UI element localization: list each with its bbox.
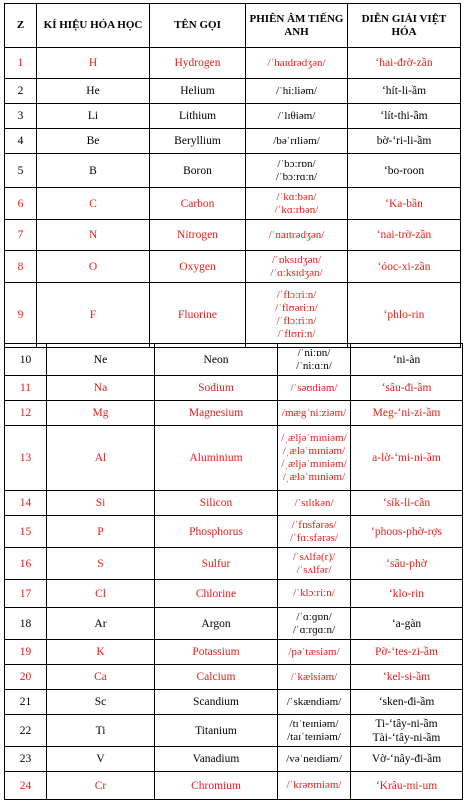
table-row	[5, 154, 461, 188]
phonetic-line: /ˈskændiəm/	[286, 695, 342, 708]
vietnamese-cell	[351, 665, 463, 690]
vietnamese-line: a-lờ-‘mi-ni-ầm	[372, 452, 441, 464]
phonetic-line: /ˌæljəˈmɪniəm/	[281, 458, 347, 470]
phonetic-cell	[278, 516, 351, 548]
element-name: Beryllium	[150, 129, 246, 154]
phonetic-line: /pəˈtæsiəm/	[288, 645, 340, 658]
element-name: Calcium	[155, 665, 278, 690]
header-vietnamese: DIỄN GIẢI VIỆT HÓA	[348, 4, 461, 48]
vietnamese-cell	[348, 154, 461, 188]
element-table-bottom	[4, 343, 463, 800]
vietnamese-line: ‘ni-àn	[392, 353, 421, 366]
atomic-number: 2	[5, 79, 37, 104]
vietnamese-cell	[348, 220, 461, 251]
vietnamese-cell	[348, 129, 461, 154]
vietnamese-cell	[351, 401, 463, 426]
atomic-number: 10	[5, 344, 47, 376]
phonetic-line: /mægˈniːziəm/	[281, 406, 347, 419]
vietnamese-cell	[348, 79, 461, 104]
atomic-number: 21	[5, 690, 47, 715]
table-row	[5, 491, 463, 516]
atomic-number: 8	[5, 251, 37, 283]
atomic-number: 9	[5, 283, 37, 348]
element-name: Chromium	[155, 772, 278, 800]
vietnamese-line: ‘hai-đrờ-zần	[375, 57, 433, 69]
phonetic-cell	[278, 491, 351, 516]
table-row	[5, 48, 461, 79]
element-symbol: Cl	[47, 580, 155, 608]
phonetic-line: /ˈhiːliəm/	[276, 84, 317, 97]
atomic-number: 15	[5, 516, 47, 548]
atomic-number: 18	[5, 608, 47, 640]
phonetic-line: /ˈfɑːsfərəs/	[290, 531, 338, 544]
phonetic-line: /ˈɑːksɪdʒən/	[270, 266, 323, 279]
atomic-number: 12	[5, 401, 47, 426]
element-symbol: Al	[47, 426, 155, 491]
atomic-number: 7	[5, 220, 37, 251]
phonetic-line: /ˈnaɪtrədʒən/	[268, 228, 325, 241]
phonetic-line: /ˈflʊriːn/	[277, 328, 316, 340]
phonetic-cell	[278, 747, 351, 772]
vietnamese-line: ‘sâu-đi-ầm	[381, 382, 432, 394]
vietnamese-cell	[348, 188, 461, 220]
element-symbol: Si	[47, 491, 155, 516]
phonetic-line: /ˈhaɪdrədʒən/	[267, 56, 326, 69]
phonetic-cell	[246, 188, 348, 220]
table-header-row	[5, 4, 461, 48]
phonetic-line: /ˈkɑːrbən/	[274, 203, 319, 216]
phonetic-line: /ˈɒksɪdʒən/	[271, 253, 322, 266]
vietnamese-cell	[348, 104, 461, 129]
vietnamese-line: ‘lít-thi-ầm	[380, 110, 428, 122]
vietnamese-line: ‘sâu-phờ	[386, 557, 427, 570]
phonetic-line: /ˈbɔːrɑːn/	[275, 170, 318, 183]
table-row	[5, 516, 463, 548]
element-name: Scandium	[155, 690, 278, 715]
table-row	[5, 104, 461, 129]
table-row	[5, 747, 463, 772]
phonetic-line: /bəˈrɪliəm/	[273, 134, 320, 147]
vietnamese-line: bờ-‘ri-li-ầm	[376, 135, 432, 147]
table-row	[5, 580, 463, 608]
phonetic-cell	[246, 129, 348, 154]
table-row	[5, 79, 461, 104]
vietnamese-cell	[351, 516, 463, 548]
vietnamese-line: Pờ-‘tes-zi-ầm	[375, 646, 438, 658]
phonetic-cell	[246, 220, 348, 251]
phonetic-line: /ˈklɔːriːn/	[293, 587, 335, 599]
element-name: Carbon	[150, 188, 246, 220]
element-name: Silicon	[155, 491, 278, 516]
vietnamese-line: ‘phlo-rin	[383, 309, 425, 321]
atomic-number: 22	[5, 715, 47, 747]
element-name: Hydrogen	[150, 48, 246, 79]
phonetic-cell	[278, 665, 351, 690]
vietnamese-line: ‘klo-rin	[388, 587, 425, 600]
vietnamese-line: ‘a-gàn	[391, 617, 422, 630]
phonetic-cell	[278, 344, 351, 376]
element-name: Vanadium	[155, 747, 278, 772]
element-symbol: C	[37, 188, 150, 220]
element-name: Argon	[155, 608, 278, 640]
element-symbol: P	[47, 516, 155, 548]
table-row	[5, 772, 463, 800]
vietnamese-cell	[351, 426, 463, 491]
phonetic-cell	[278, 580, 351, 608]
vietnamese-line: ‘kel-si-ầm	[382, 671, 431, 683]
vietnamese-line: ‘phoos-phờ-rợs	[371, 525, 442, 538]
vietnamese-line: ‘Krâu-mi-um	[375, 779, 438, 792]
table-row	[5, 608, 463, 640]
element-name: Oxygen	[150, 251, 246, 283]
phonetic-line: /ˌæljəˈmɪniəm/	[281, 432, 347, 444]
table-row	[5, 665, 463, 690]
vietnamese-line: ‘Ka-bần	[385, 197, 423, 210]
phonetic-line: /ˈflʊəriːn/	[275, 302, 318, 314]
vietnamese-cell	[351, 548, 463, 580]
vietnamese-line: Tài-‘tây-ni-ầm	[372, 731, 441, 744]
phonetic-cell	[278, 376, 351, 401]
element-symbol: O	[37, 251, 150, 283]
vietnamese-line: ‘bo-roon	[383, 164, 425, 177]
table-row	[5, 188, 461, 220]
element-name: Fluorine	[150, 283, 246, 348]
phonetic-cell	[246, 283, 348, 348]
element-name: Helium	[150, 79, 246, 104]
phonetic-cell	[278, 772, 351, 800]
table-row	[5, 401, 463, 426]
phonetic-cell	[246, 48, 348, 79]
element-symbol: Mg	[47, 401, 155, 426]
phonetic-line: /ˈkrəʊmiəm/	[286, 779, 342, 791]
atomic-number: 13	[5, 426, 47, 491]
phonetic-line: /ˌæləˈmɪniəm/	[282, 445, 346, 457]
phonetic-line: /ˈkɑːbən/	[276, 190, 317, 203]
element-symbol: He	[37, 79, 150, 104]
phonetic-cell	[278, 548, 351, 580]
phonetic-cell	[278, 401, 351, 426]
element-name: Neon	[155, 344, 278, 376]
phonetic-line: /vəˈneɪdiəm/	[286, 752, 342, 765]
phonetic-cell	[246, 79, 348, 104]
table-row	[5, 548, 463, 580]
vietnamese-cell	[348, 251, 461, 283]
phonetic-cell	[246, 154, 348, 188]
atomic-number: 11	[5, 376, 47, 401]
vietnamese-cell	[348, 48, 461, 79]
element-name: Magnesium	[155, 401, 278, 426]
vietnamese-line: Meg-‘ni-zi-ầm	[372, 407, 441, 419]
phonetic-line: /ˈsɪlɪkən/	[294, 496, 334, 509]
phonetic-line: /ˈfɒsfərəs/	[291, 518, 337, 531]
table-row	[5, 344, 463, 376]
vietnamese-cell	[351, 640, 463, 665]
phonetic-cell	[246, 104, 348, 129]
vietnamese-cell	[351, 580, 463, 608]
element-symbol: Be	[37, 129, 150, 154]
phonetic-cell	[278, 640, 351, 665]
element-symbol: Ar	[47, 608, 155, 640]
phonetic-line: /ˈɑːrɡɑːn/	[292, 623, 336, 636]
phonetic-line: /ˈsəʊdiəm/	[290, 381, 338, 394]
vietnamese-line: ‘sken-đi-ầm	[378, 696, 435, 708]
table-row	[5, 129, 461, 154]
vietnamese-line: ‘nai-trờ-zần	[376, 229, 432, 241]
vietnamese-cell	[351, 747, 463, 772]
element-symbol: Na	[47, 376, 155, 401]
table-row	[5, 251, 461, 283]
phonetic-cell	[246, 251, 348, 283]
atomic-number: 16	[5, 548, 47, 580]
phonetic-line: /ˈflɔːriːn/	[276, 289, 317, 301]
phonetic-cell	[278, 715, 351, 747]
table-row	[5, 640, 463, 665]
atomic-number: 23	[5, 747, 47, 772]
header-name: TÊN GỌI	[150, 4, 246, 48]
header-phonetic: PHIÊN ÂM TIẾNG ANH	[246, 4, 348, 48]
phonetic-line: /ˈflɔːriːn/	[276, 315, 317, 327]
atomic-number: 1	[5, 48, 37, 79]
element-name: Titanium	[155, 715, 278, 747]
atomic-number: 4	[5, 129, 37, 154]
atomic-number: 3	[5, 104, 37, 129]
element-name: Chlorine	[155, 580, 278, 608]
table-row	[5, 220, 461, 251]
vietnamese-cell	[351, 772, 463, 800]
element-name: Boron	[150, 154, 246, 188]
vietnamese-cell	[351, 344, 463, 376]
element-symbol: K	[47, 640, 155, 665]
vietnamese-line: Ti-‘tây-ni-ầm	[375, 717, 438, 730]
element-symbol: B	[37, 154, 150, 188]
atomic-number: 20	[5, 665, 47, 690]
vietnamese-cell	[351, 376, 463, 401]
element-symbol: Li	[37, 104, 150, 129]
table-row	[5, 283, 461, 348]
element-symbol: Ca	[47, 665, 155, 690]
table-row	[5, 426, 463, 491]
element-symbol: Ti	[47, 715, 155, 747]
vietnamese-line: ‘óoc-xi-zần	[377, 260, 431, 273]
phonetic-line: /tɪˈteɪniəm/	[289, 717, 339, 730]
element-symbol: Sc	[47, 690, 155, 715]
phonetic-cell	[278, 608, 351, 640]
phonetic-line: /ˌæləˈmɪniəm/	[282, 471, 346, 483]
element-name: Phosphorus	[155, 516, 278, 548]
element-name: Lithium	[150, 104, 246, 129]
vietnamese-line: ‘sík-li-cần	[382, 497, 431, 509]
element-symbol: F	[37, 283, 150, 348]
phonetic-cell	[278, 690, 351, 715]
phonetic-line: /ˈniːɒn/	[297, 346, 331, 359]
element-name: Sodium	[155, 376, 278, 401]
vietnamese-cell	[351, 491, 463, 516]
element-name: Aluminium	[155, 426, 278, 491]
atomic-number: 17	[5, 580, 47, 608]
header-z: Z	[5, 4, 37, 48]
vietnamese-line: Vờ-‘nây-đi-ầm	[371, 753, 442, 765]
phonetic-line: /taɪˈteɪniəm/	[287, 730, 341, 743]
element-name: Sulfur	[155, 548, 278, 580]
table-row	[5, 715, 463, 747]
atomic-number: 14	[5, 491, 47, 516]
element-symbol: Ne	[47, 344, 155, 376]
atomic-number: 6	[5, 188, 37, 220]
phonetic-line: /ˈsʌlfə(r)/	[292, 550, 336, 563]
element-table-top	[4, 3, 461, 348]
atomic-number: 24	[5, 772, 47, 800]
table-row	[5, 690, 463, 715]
phonetic-line: /ˈɑːɡɒn/	[296, 610, 332, 623]
vietnamese-cell	[351, 690, 463, 715]
phonetic-line: /ˈsʌlfər/	[296, 563, 332, 576]
table-row	[5, 376, 463, 401]
phonetic-cell	[278, 426, 351, 491]
element-symbol: S	[47, 548, 155, 580]
element-symbol: V	[47, 747, 155, 772]
atomic-number: 5	[5, 154, 37, 188]
element-symbol: Cr	[47, 772, 155, 800]
phonetic-line: /ˈniːɑːn/	[296, 359, 332, 372]
phonetic-line: /ˈkælsiəm/	[290, 670, 338, 683]
element-symbol: H	[37, 48, 150, 79]
vietnamese-cell	[351, 608, 463, 640]
phonetic-line: /ˈlɪθiəm/	[277, 109, 316, 122]
header-symbol: KÍ HIỆU HÓA HỌC	[37, 4, 150, 48]
element-name: Potassium	[155, 640, 278, 665]
element-name: Nitrogen	[150, 220, 246, 251]
vietnamese-line: ‘hít-li-ầm	[381, 85, 427, 97]
vietnamese-cell	[348, 283, 461, 348]
phonetic-line: /ˈbɔːrɒn/	[277, 157, 316, 170]
atomic-number: 19	[5, 640, 47, 665]
element-symbol: N	[37, 220, 150, 251]
vietnamese-cell	[351, 715, 463, 747]
